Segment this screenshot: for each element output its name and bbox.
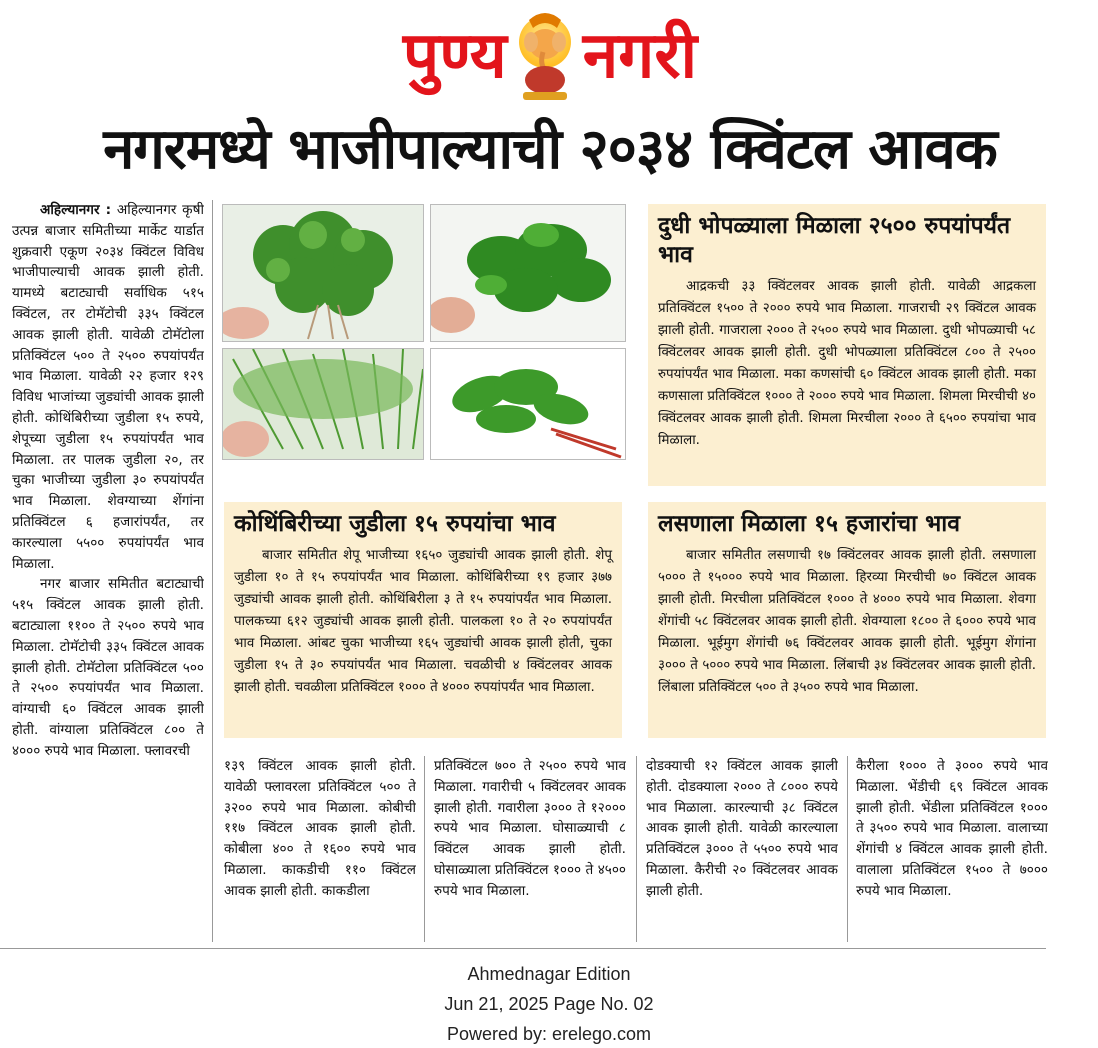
photo-sorrel-bunch: [430, 348, 626, 460]
masthead-right-word: नगरी: [582, 19, 698, 93]
box-lasun-title: लसणाला मिळाला १५ हजारांचा भाव: [658, 511, 961, 537]
box-dudhi-title: दुधी भोपळ्याला मिळाला २५०० रुपयांपर्यंत भाव: [658, 213, 1011, 268]
box-kothimbir-article: [224, 502, 622, 738]
photo-dill-bunch: [222, 348, 424, 460]
dateline-place: अहिल्यानगर :: [40, 202, 112, 218]
page-headline: नगरमध्ये भाजीपाल्याची २०३४ क्विंटल आवक: [103, 117, 997, 182]
article-column-2: १३९ क्विंटल आवक झाली होती. यावेळी फ्लावरला प्रतिक्विंटल ५०० ते ३२०० रुपये भाव मिळाला. कोबीची ११७ क्विंटल आवक झाली होती. कोबीला ४०० ते १६०० रुपये भाव मिळाला. काकडीची ११० क्विंटल आवक झाली होती. काकडीला: [224, 758, 416, 899]
article-paragraph-2: नगर बाजार समितीत बटाट्याची ५१५ क्विंटल आवक झाली होती. बटाट्याला ११०० ते २५०० रुपये भाव मिळाला. टोमॅटोची ३३५ क्विंटल आवक झाली होती. टोमॅटोला प्रतिक्विंटल ५०० ते २५०० रुपयांपर्यंत भाव मिळाला. वांग्याची ६० क्विंटल आवक झाली होती. वांग्याला प्रतिक्विंटल ८०० ते ४००० रुपये भाव मिळाला. फ्लावरची: [12, 576, 204, 759]
column-divider: [424, 756, 425, 942]
article-column-5: कैरीला १००० ते ३००० रुपये भाव मिळाला. भेंडीची ६९ क्विंटल आवक झाली होती. भेंडीला प्रतिक्विंटल १००० ते ३५०० रुपये भाव मिळाला. वालाच्या शेंगांची ४ क्विंटल आवक झाली होती. वालाला प्रतिक्विंटल १५०० ते ७००० रुपये भाव मिळाला.: [856, 758, 1048, 899]
footer-edition: Ahmednagar Edition: [467, 964, 631, 984]
article-column-1: [12, 200, 204, 942]
ganesh-icon: [513, 8, 577, 104]
article-paragraph-1: अहिल्यानगर कृषी उत्पन्न बाजार समितीच्या मार्केट यार्डात शुक्रवारी एकूण २०३४ क्विंटल विविध भाजीपाल्याची आवक झाली होती. यामध्ये बटाट्याची सर्वाधिक ५१५ क्विंटल, तर टोमॅटोची ३३५ क्विंटल आवक झाली होती. यावेळी टोमॅटोला प्रतिक्विंटल ५०० ते २५०० रुपयांपर्यंत भाव मिळाला. यावेळी २२ हजार १२९ विविध भाजांच्या जुड्यांची आवक झाली होती. कोथिंबिरीच्या जुडीला १५ रुपये, शेपूच्या जुडीला १५ रुपयांपर्यंत भाव मिळाला. तर पालक जुडीला २०, तर चुका भाजीच्या जुडीला ३० रुपयांपर्यंत भाव मिळाला. शेवग्याच्या शेंगांना प्रतिक्विंटल ६ हजारांपर्यंत, तर कारल्याला ५५०० रुपयांपर्यंत भाव मिळाला.: [12, 202, 204, 572]
box-kothimbir-body: बाजार समितीत शेपू भाजीच्या १६५० जुड्यांची आवक झाली होती. शेपू जुडीला १० ते १५ रुपयांपर्यंत भाव मिळाला. कोथिंबिरीच्या १९ हजार ३७७ जुड्यांची आवक झाली होती. कोथिंबिरीला ३ ते १५ रुपयांपर्यंत भाव मिळाला. पालकच्या ६१२ जुड्यांची आवक झाली होती. पालकला १० ते २० रुपयांपर्यंत भाव मिळाला. आंबट चुका भाजीच्या १६५ जुड्यांची आवक झाली होती, चुका जुडीला १५ ते ३० रुपयांपर्यंत भाव मिळाला. चवळीची ४ क्विंटलवर आवक झाली होती. चवळीला प्रतिक्विंटल १००० ते ४००० रुपयांपर्यंत भाव मिळाला.: [234, 548, 612, 695]
box-kothimbir-title: कोथिंबिरीच्या जुडीला १५ रुपयांचा भाव: [234, 511, 556, 537]
article-column-3: प्रतिक्विंटल ७०० ते २५०० रुपये भाव मिळाला. गवारीची ५ क्विंटलवर आवक झाली होती. गवारीला ३००० ते १२००० रुपये भाव मिळाला. घोसाळ्याची ८ क्विंटल आवक झाली होती. घोसाळ्याला प्रतिक्विंटल १००० ते ४५०० रुपये भाव मिळाला.: [434, 758, 626, 899]
page-bottom-rule: [0, 948, 1046, 949]
footer-powered-by: Powered by: erelego.com: [446, 1024, 652, 1044]
article-column-4: दोडक्याची १२ क्विंटल आवक झाली होती. दोडक्याला २००० ते ८००० रुपये भाव मिळाला. कारल्याची ३८ क्विंटल आवक झाली होती. यावेळी कारल्याला प्रतिक्विंटल ३००० ते ५५०० रुपये भाव मिळाला. कैरीची २० क्विंटलवर आवक झाली होती.: [646, 758, 838, 899]
masthead-logo: [340, 4, 760, 108]
box-lasun-article: [648, 502, 1046, 738]
masthead-left-word: पुण्य: [402, 19, 507, 93]
photo-spinach-bunch: [430, 204, 626, 342]
column-divider: [847, 756, 848, 942]
column-divider: [636, 756, 637, 942]
box-dudhi-body: आद्रकची ३३ क्विंटलवर आवक झाली होती. यावेळी आद्रकला प्रतिक्विंटल १५०० ते २००० रुपये भाव मिळाला. गाजराची २९ क्विंटल आवक झाली होती. गाजराला २००० ते २५०० रुपये भाव मिळाला. दुधी भोपळ्याची ५८ क्विंटलवर आवक झाली होती. दुधी भोपळ्याला प्रतिक्विंटल ८०० ते २५०० रुपयांपर्यंत भाव मिळाला. मका कणसांची ६० क्विंटल आवक झाली होती. मका कणसाला प्रतिक्विंटल १००० ते २००० रुपये भाव मिळाला. शिमला मिरचीची ४० क्विंटलवर आवक झाली होती. शिमला मिरचीला २००० ते ६५०० रुपयांचा भाव मिळाला.: [658, 279, 1036, 448]
box-dudhi-article: [648, 204, 1046, 486]
box-lasun-body: बाजार समितीत लसणाची १७ क्विंटलवर आवक झाली होती. लसणाला ५००० ते १५००० रुपये भाव मिळाला. हिरव्या मिरचीची ७० क्विंटल आवक झाली होती. मिरचीला प्रतिक्विंटल १००० ते ४००० रुपये भाव मिळाला. शेवगा शेंगांची ५८ क्विंटलवर आवक झाली होती. शेवग्याला १८०० ते ६००० रुपये भाव मिळाला. भूईमुग शेंगांची ७६ क्विंटलवर आवक झाली होती. भूईमुग शेंगांना ३००० ते ५००० रुपये भाव मिळाला. लिंबाची ३४ क्विंटलवर आवक झाली होती. लिंबाला प्रतिक्विंटल ५०० ते ३५०० रुपये भाव मिळाला.: [658, 548, 1036, 695]
column-divider: [212, 200, 213, 942]
photo-coriander-bunch: [222, 204, 424, 342]
footer-date-page: Jun 21, 2025 Page No. 02: [444, 994, 654, 1014]
